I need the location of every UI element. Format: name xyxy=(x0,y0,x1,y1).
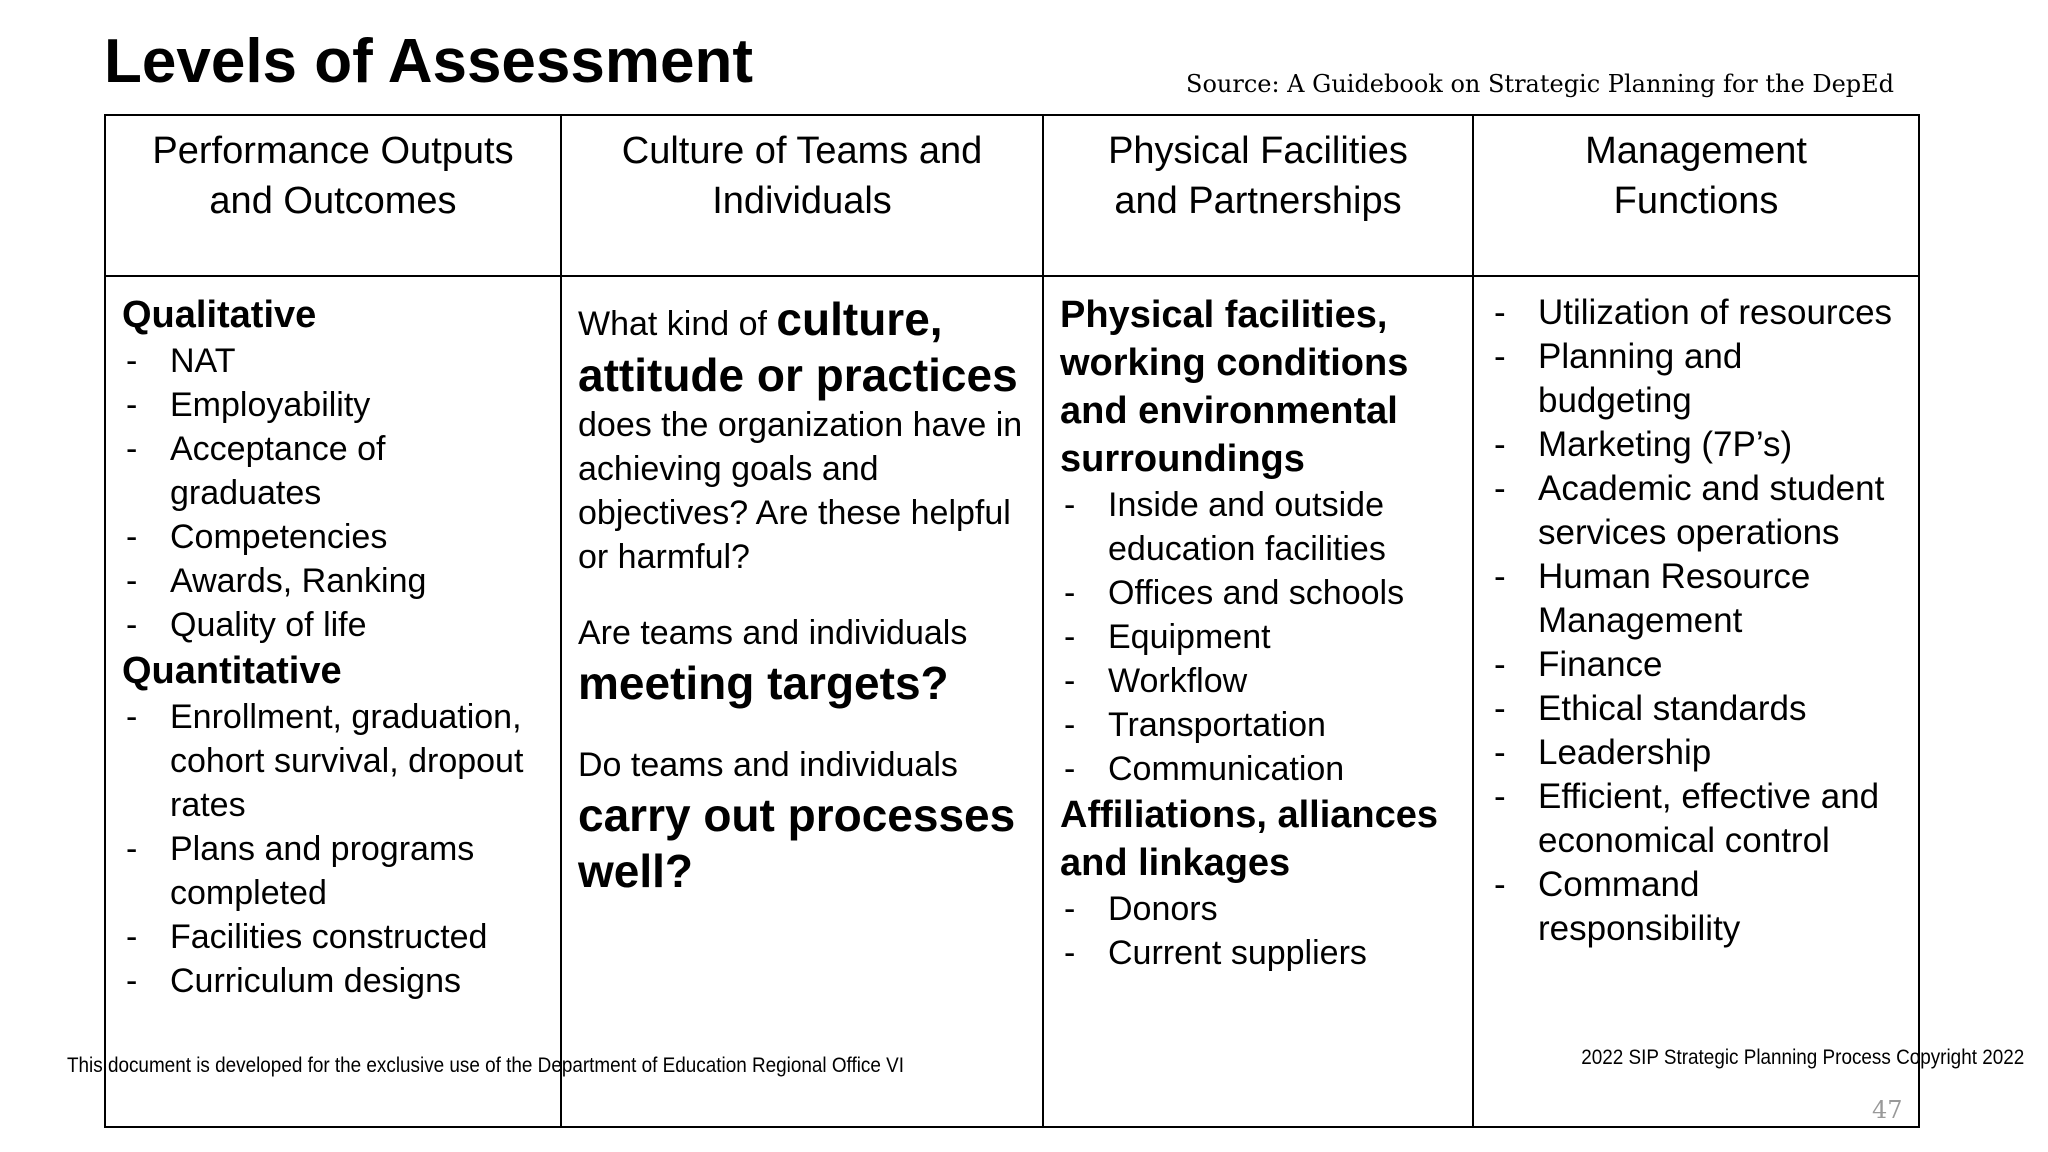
list-item: - Offices and schools xyxy=(1060,571,1458,615)
question-text: What kind of xyxy=(578,305,777,343)
header-line: and Outcomes xyxy=(209,180,457,222)
list-item: - Donors xyxy=(1060,887,1458,931)
list-item: - Utilization of resources xyxy=(1490,291,1904,335)
affiliations-list xyxy=(1060,887,1458,975)
question-emphasis: meeting targets? xyxy=(578,657,949,709)
list-item: - Communication xyxy=(1060,747,1458,791)
list-item: - Competencies xyxy=(122,515,546,559)
list-item: - Command responsibility xyxy=(1490,863,1904,951)
list-item: - NAT xyxy=(122,339,546,383)
header-line: Individuals xyxy=(712,180,892,222)
processes-question xyxy=(578,743,1028,899)
header-row xyxy=(105,115,1919,276)
facilities-heading: Physical facilities, working conditions and environmental surroundings xyxy=(1060,294,1409,480)
page-number: 47 xyxy=(1872,1096,1903,1124)
question-emphasis: culture, attitude or practices xyxy=(578,293,1018,401)
list-item: - Acceptance of graduates xyxy=(122,427,546,515)
list-item: - Equipment xyxy=(1060,615,1458,659)
qualitative-list xyxy=(122,339,546,647)
list-item: - Curriculum designs xyxy=(122,959,546,1003)
header-line: and Partnerships xyxy=(1114,180,1402,222)
footer-copyright: 2022 SIP Strategic Planning Process Copyright 2022 xyxy=(1580,1046,2024,1069)
question-emphasis: carry out processes well? xyxy=(578,789,1016,897)
header-line: Culture of Teams and xyxy=(621,130,983,172)
question-text: Do teams and individuals xyxy=(578,746,958,784)
list-item: - Inside and outside education facilities xyxy=(1060,483,1458,571)
list-item: - Employability xyxy=(122,383,546,427)
content-row xyxy=(105,276,1919,1127)
slide-title: Levels of Assessment xyxy=(104,27,754,96)
culture-question xyxy=(578,291,1028,579)
management-list xyxy=(1490,291,1904,951)
question-text: Are teams and individuals xyxy=(578,614,968,652)
list-item: - Efficient, effective and economical control xyxy=(1490,775,1904,863)
header-physical-facilities xyxy=(1043,115,1473,276)
targets-question xyxy=(578,611,1028,711)
header-culture-teams xyxy=(561,115,1043,276)
performance-cell xyxy=(105,276,561,1127)
list-item: - Planning and budgeting xyxy=(1490,335,1904,423)
list-item: - Quality of life xyxy=(122,603,546,647)
management-cell xyxy=(1473,276,1919,1127)
list-item: - Finance xyxy=(1490,643,1904,687)
header-management-functions xyxy=(1473,115,1919,276)
question-text: does the organization have in achieving goals and objectives? Are these helpful or harmful? xyxy=(578,406,1023,576)
footer-disclaimer: This document is developed for the exclusive use of the Department of Education Regional Office VI xyxy=(67,1054,904,1077)
header-line: Physical Facilities xyxy=(1108,130,1408,172)
header-line: Functions xyxy=(1613,180,1779,222)
list-item: - Current suppliers xyxy=(1060,931,1458,975)
facilities-cell xyxy=(1043,276,1473,1127)
list-item: - Human Resource Management xyxy=(1490,555,1904,643)
list-item: - Awards, Ranking xyxy=(122,559,546,603)
list-item: - Marketing (7P’s) xyxy=(1490,423,1904,467)
list-item: - Ethical standards xyxy=(1490,687,1904,731)
header-line: Management xyxy=(1585,130,1807,172)
quantitative-list xyxy=(122,695,546,1003)
list-item: - Facilities constructed xyxy=(122,915,546,959)
list-item: - Enrollment, graduation, cohort survival, dropout rates xyxy=(122,695,546,827)
source-citation: Source: A Guidebook on Strategic Planning for the DepEd xyxy=(1186,70,1895,98)
affiliations-heading: Affiliations, alliances and linkages xyxy=(1060,794,1438,884)
header-line: Performance Outputs xyxy=(152,130,514,172)
facilities-list xyxy=(1060,483,1458,791)
list-item: - Leadership xyxy=(1490,731,1904,775)
culture-cell xyxy=(561,276,1043,1127)
assessment-table xyxy=(104,114,1920,1128)
list-item: - Plans and programs completed xyxy=(122,827,546,915)
list-item: - Transportation xyxy=(1060,703,1458,747)
list-item: - Workflow xyxy=(1060,659,1458,703)
quantitative-heading: Quantitative xyxy=(122,650,342,692)
list-item: - Academic and student services operations xyxy=(1490,467,1904,555)
header-performance-outputs xyxy=(105,115,561,276)
qualitative-heading: Qualitative xyxy=(122,294,317,336)
